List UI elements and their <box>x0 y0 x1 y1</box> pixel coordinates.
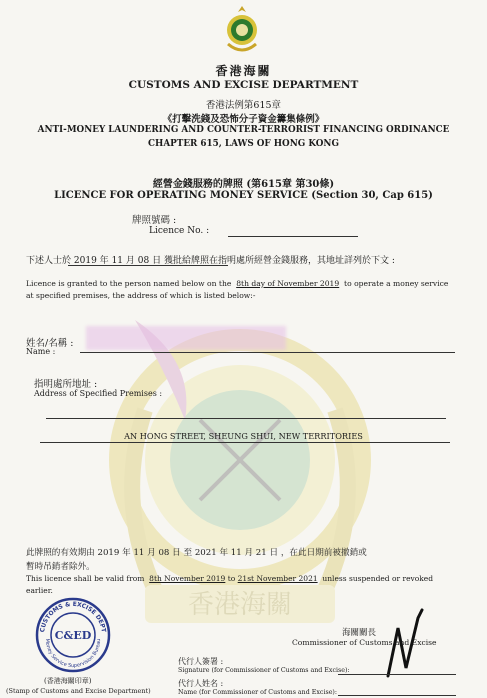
premises-line-1 <box>46 418 446 419</box>
ordinance-chapter: CHAPTER 615, LAWS OF HONG KONG <box>148 139 339 149</box>
stamp-ring-bottom: Money Service Supervision Bureau <box>43 638 103 670</box>
signatory-name-label-zh: 代行人姓名 : <box>178 679 224 688</box>
commissioner-en: Commissioner of Customs and Excise <box>292 638 437 647</box>
ordinance-zh: 香港法例第615章 <box>205 100 282 111</box>
stamp-ring-top: CUSTOMS & EXCISE DEPT <box>39 600 107 633</box>
signatory-name-line <box>338 695 456 696</box>
licence-no-label-zh: 牌照號碼 : <box>132 215 177 226</box>
signatory-name-label-en: Name (for Commissioner of Customs and Excise): <box>178 689 337 696</box>
stamp-caption-zh: (香港海關印章) <box>44 677 92 685</box>
dept-name-en: CUSTOMS AND EXCISE DEPARTMENT <box>128 79 359 91</box>
grant-date-underline <box>68 265 228 266</box>
ordinance-zh-name: 《打擊洗錢及恐怖分子資金籌集條例》 <box>162 114 325 125</box>
watermark-text: 香港海關 <box>187 590 293 620</box>
signature-line <box>338 674 456 675</box>
customs-crest-logo <box>222 4 262 56</box>
redacted-name <box>86 326 286 350</box>
licence-no-label-en: Licence No. : <box>149 226 210 236</box>
validity-zh-line-2: 暫時吊銷者除外。 <box>26 562 95 572</box>
name-label-zh: 姓名/名稱 : <box>26 338 74 349</box>
premises-address: AN HONG STREET, SHEUNG SHUI, NEW TERRITORIES <box>124 431 363 441</box>
grant-en-line-1: Licence is granted to the person named below on the 8th day of November 2019 to operate a money service <box>26 279 449 288</box>
grant-en-line-2: at specified premises, the address of which is listed below:- <box>26 291 256 300</box>
ordinance-en: ANTI-MONEY LAUNDERING AND COUNTER-TERRORIST FINANCING ORDINANCE <box>37 125 450 135</box>
licence-no-field <box>228 236 358 237</box>
validity-en-line: This licence shall be valid from 8th November 2019 to 21st November 2021 unless suspended or revoked <box>26 574 434 583</box>
premises-line-2 <box>40 442 450 443</box>
stamp-center-text: C&ED <box>54 629 92 642</box>
commissioner-zh: 海關關長 <box>342 628 377 638</box>
signatory-sign-label-zh: 代行人簽署 : <box>178 657 224 666</box>
dept-name-zh: 香港海關 <box>215 64 272 78</box>
signatory-sign-label-en: Signature (for Commissioner of Customs and Excise): <box>178 667 350 674</box>
customs-crest-watermark <box>75 300 405 640</box>
name-label-en: Name : <box>26 347 56 356</box>
licence-title-zh: 經營金錢服務的牌照 (第615章 第30條) <box>152 179 335 190</box>
premises-label-en: Address of Specified Premises : <box>34 389 163 398</box>
stamp-caption-en: (Stamp of Customs and Excise Department) <box>6 687 151 695</box>
validity-zh-line: 此牌照的有效期由 2019 年 11 月 08 日 至 2021 年 11 月 21 日 ，在此日期前被撤銷或 <box>26 548 367 558</box>
customs-stamp <box>34 596 112 674</box>
valid-from-date: 8th November 2019 <box>149 574 226 583</box>
validity-en-line-2: earlier. <box>26 586 53 595</box>
grant-en-date: 8th day of November 2019 <box>236 279 340 288</box>
valid-to-date: 21st November 2021 <box>237 574 318 583</box>
licence-title-en: LICENCE FOR OPERATING MONEY SERVICE (Section 30, Cap 615) <box>54 190 433 201</box>
name-field <box>80 352 455 353</box>
grant-zh-line: 下述人士於 2019 年 11 月 08 日 獲批給牌照在指明處所經營金錢服務，其地址詳列於下文 : <box>26 256 395 266</box>
premises-label-zh: 指明處所地址 : <box>34 379 98 390</box>
